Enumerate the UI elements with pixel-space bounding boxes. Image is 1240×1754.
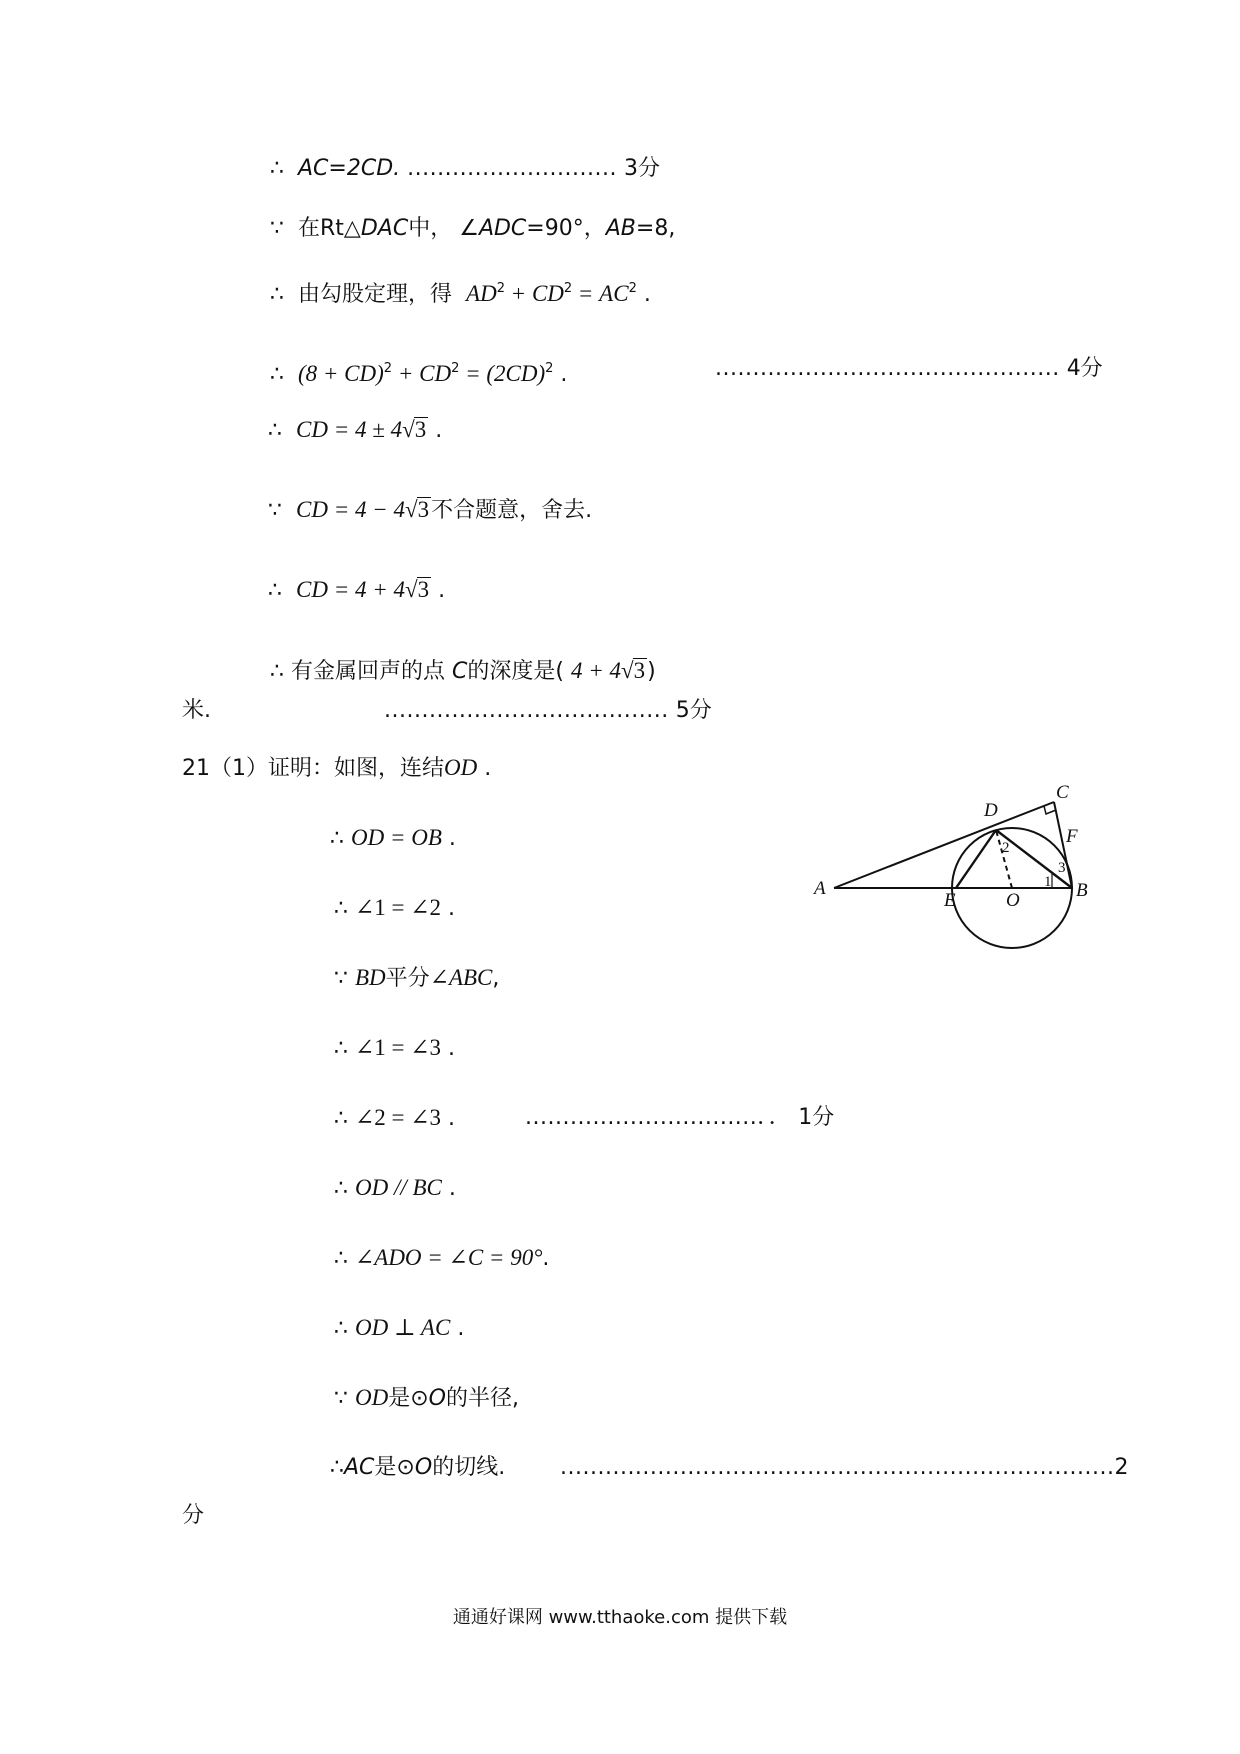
label-c: C bbox=[1056, 782, 1069, 803]
footer-source bbox=[0, 1603, 1240, 1629]
line-od-ob bbox=[330, 822, 456, 855]
math-expression: CD = 4 ± 4 bbox=[296, 417, 403, 442]
line-right-angle bbox=[334, 1242, 549, 1275]
period: . bbox=[448, 1176, 456, 1201]
math-expression: ∠1 = ∠3 bbox=[355, 1035, 442, 1060]
math-term: CD bbox=[531, 281, 564, 306]
statement: 是⊙ bbox=[374, 1455, 415, 1480]
statement: 有金属回声的点 bbox=[291, 659, 446, 684]
period: . bbox=[457, 1316, 465, 1341]
segment-name: OD bbox=[444, 755, 478, 780]
leader-dots: .......................................................................... bbox=[560, 1455, 1115, 1480]
therefore-symbol: ∴ bbox=[270, 362, 284, 387]
therefore-symbol: ∴ bbox=[334, 1036, 348, 1061]
label-o: O bbox=[1006, 890, 1020, 911]
label-a: A bbox=[814, 878, 826, 899]
statement: 的深度是( bbox=[467, 659, 564, 684]
because-symbol: ∵ bbox=[270, 216, 284, 241]
label-angle-2: 2 bbox=[1002, 840, 1010, 856]
exponent: 2 bbox=[451, 361, 460, 376]
math-expression: 4 + 4 bbox=[570, 658, 622, 683]
score-label: 5分 bbox=[675, 698, 712, 723]
line-cd-accepted: ∴ CD = 4 + 4√3 . bbox=[268, 577, 446, 603]
period: . bbox=[643, 282, 651, 307]
therefore-symbol: ∴ bbox=[270, 282, 284, 307]
therefore-symbol: ∴ bbox=[334, 896, 348, 921]
math-expression: + CD bbox=[392, 361, 452, 386]
triangle-name: DAC bbox=[360, 216, 409, 241]
line-bd-bisects bbox=[334, 962, 499, 995]
exponent: 2 bbox=[563, 281, 573, 296]
exponent: 2 bbox=[383, 361, 393, 376]
leader-dots: .............................................. bbox=[715, 356, 1060, 381]
footer-text: 通通好课网 www.tthaoke.com 提供下载 bbox=[452, 1607, 788, 1628]
point-name: C bbox=[452, 659, 468, 684]
line-cd-solutions: ∴ CD = 4 ± 4√3 . bbox=[268, 417, 443, 443]
line-problem-21 bbox=[182, 752, 491, 785]
segment-od bbox=[996, 830, 1012, 888]
segment-ac bbox=[834, 802, 1054, 888]
radicand: 3 bbox=[417, 577, 430, 602]
line-angle-1-3 bbox=[334, 1032, 455, 1065]
therefore-symbol: ∴ bbox=[268, 578, 282, 603]
therefore-symbol: ∴ bbox=[268, 418, 282, 443]
point-name: O bbox=[414, 1455, 433, 1480]
exponent: 2 bbox=[545, 361, 554, 376]
statement: 由勾股定理，得 bbox=[298, 282, 453, 307]
angle-name: ∠ABC bbox=[429, 965, 493, 990]
because-symbol: ∵ bbox=[268, 498, 282, 523]
math-expression: CD = 4 − 4 bbox=[296, 497, 405, 522]
line-od-parallel-bc bbox=[334, 1172, 456, 1205]
text-segment: =8, bbox=[635, 216, 676, 241]
period: . bbox=[484, 756, 492, 781]
leader-dots: ...............................．． bbox=[525, 1105, 792, 1130]
line-fen bbox=[182, 1500, 204, 1532]
line-radius bbox=[334, 1382, 519, 1415]
label-f: F bbox=[1066, 826, 1078, 847]
line-tangent-score bbox=[560, 1452, 1129, 1484]
leader-dots: ...................................... bbox=[384, 698, 669, 723]
line-right-triangle bbox=[270, 213, 675, 245]
period: . bbox=[448, 1036, 456, 1061]
line-depth-answer: ∴ 有金属回声的点 C的深度是( 4 + 4√3) bbox=[270, 658, 656, 684]
period: . bbox=[438, 578, 446, 603]
therefore-symbol: ∴ bbox=[330, 1455, 344, 1480]
radicand: 3 bbox=[417, 497, 430, 522]
text-segment: 中， bbox=[408, 216, 453, 241]
label-angle-3: 3 bbox=[1058, 860, 1066, 876]
period: . bbox=[542, 1246, 550, 1271]
math-expression: = (2CD) bbox=[459, 361, 546, 386]
radicand: 3 bbox=[414, 417, 427, 442]
line-tangent bbox=[330, 1452, 505, 1484]
math-expression: OD ⊥ AC bbox=[355, 1315, 451, 1340]
segment-name: OD bbox=[355, 1385, 389, 1410]
because-symbol: ∵ bbox=[334, 1386, 348, 1411]
period: . bbox=[448, 896, 456, 921]
math-term: AC bbox=[599, 281, 629, 306]
label-angle-1: 1 bbox=[1044, 874, 1052, 890]
line-ac-2cd bbox=[270, 153, 660, 185]
operator: + bbox=[511, 281, 525, 306]
label-d: D bbox=[984, 800, 998, 821]
geometry-figure bbox=[800, 780, 1100, 950]
operator: = bbox=[579, 281, 593, 306]
therefore-symbol: ∴ bbox=[334, 1106, 348, 1131]
score-label: 3分 bbox=[623, 156, 660, 181]
text-segment: 在Rt△ bbox=[298, 216, 361, 241]
line-meters-score bbox=[384, 695, 712, 727]
math-expression: OD = OB bbox=[351, 825, 442, 850]
line-equation-score bbox=[715, 353, 1103, 385]
statement: 平分 bbox=[385, 966, 430, 991]
therefore-symbol: ∴ bbox=[334, 1316, 348, 1341]
math-expression: (8 + CD) bbox=[298, 361, 384, 386]
therefore-symbol: ∴ bbox=[334, 1176, 348, 1201]
score-label: 1分 bbox=[798, 1105, 835, 1130]
period: . bbox=[448, 826, 456, 851]
line-angle-2-3 bbox=[334, 1102, 455, 1135]
therefore-symbol: ∴ bbox=[330, 826, 344, 851]
period: . bbox=[435, 418, 443, 443]
line-cd-rejected: ∵ CD = 4 − 4√3不合题意，舍去. bbox=[268, 497, 593, 523]
problem-heading: 21（1）证明：如图，连结 bbox=[182, 756, 444, 781]
segment-db bbox=[996, 830, 1072, 888]
period: . bbox=[448, 1106, 456, 1131]
math-expression: OD // BC bbox=[355, 1175, 442, 1200]
label-b: B bbox=[1076, 880, 1088, 901]
line-od-perp-ac bbox=[334, 1312, 464, 1345]
statement: 是⊙ bbox=[388, 1386, 429, 1411]
math-expression: ∠ADO = ∠C = 90° bbox=[355, 1245, 543, 1270]
score-unit: 分 bbox=[182, 1503, 205, 1528]
therefore-symbol: ∴ bbox=[270, 659, 284, 684]
statement: 的半径, bbox=[446, 1386, 519, 1411]
line-pythagoras bbox=[270, 273, 651, 311]
statement: 的切线. bbox=[432, 1455, 506, 1480]
period: . bbox=[560, 362, 568, 387]
leader-dots: ............................ bbox=[407, 156, 617, 181]
line-equation bbox=[270, 353, 567, 391]
therefore-symbol: ∴ bbox=[270, 156, 284, 181]
radicand: 3 bbox=[633, 658, 646, 683]
point-name: O bbox=[428, 1386, 446, 1411]
exponent: 2 bbox=[496, 281, 505, 296]
line-angle-1-2 bbox=[334, 892, 455, 925]
line-angle-2-3-score bbox=[525, 1102, 834, 1134]
math-expression: ∠2 = ∠3 bbox=[355, 1105, 442, 1130]
score-label: 4分 bbox=[1066, 356, 1103, 381]
segment-name: AB bbox=[605, 216, 636, 241]
math-term: AD bbox=[466, 281, 497, 306]
close-paren: ) bbox=[647, 659, 656, 684]
exponent: 2 bbox=[628, 281, 637, 296]
therefore-symbol: ∴ bbox=[334, 1246, 348, 1271]
segment-name: AC bbox=[344, 1455, 375, 1480]
math-expression: ∠1 = ∠2 bbox=[355, 895, 442, 920]
math-expression: CD = 4 + 4 bbox=[296, 577, 405, 602]
statement: AC=2CD. bbox=[298, 156, 401, 181]
score-label: 2 bbox=[1114, 1455, 1129, 1480]
unit-text: 米. bbox=[182, 698, 211, 723]
text-segment: =90°， bbox=[526, 216, 606, 241]
because-symbol: ∵ bbox=[334, 966, 348, 991]
angle-name: ∠ADC bbox=[459, 216, 527, 241]
segment-name: BD bbox=[355, 965, 386, 990]
label-e: E bbox=[944, 890, 956, 911]
statement: 不合题意，舍去. bbox=[431, 498, 593, 523]
line-meters bbox=[182, 695, 211, 727]
comma: , bbox=[492, 966, 500, 991]
